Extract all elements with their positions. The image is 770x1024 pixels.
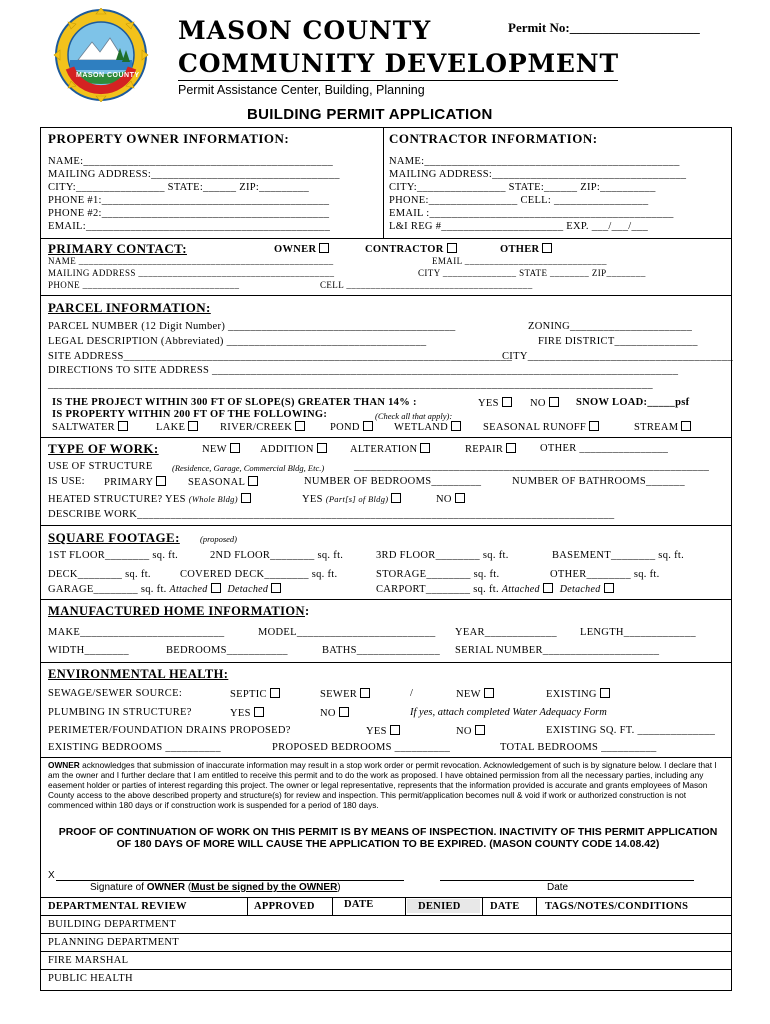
org-title-line2: COMMUNITY DEVELOPMENT [178,49,619,78]
third-floor-field[interactable]: 3RD FLOOR________ sq. ft. [376,550,509,561]
date-line[interactable] [440,880,694,881]
within-200-note: (Check all that apply): [375,411,453,421]
primary-contractor-checkbox[interactable] [447,243,457,253]
review-row-rule-3 [40,951,732,952]
plumbing-yes-label: YES [230,708,251,719]
slope-yes-option[interactable] [478,397,512,409]
saltwater-option[interactable] [52,421,128,433]
review-header-approved: APPROVED [254,901,315,912]
slope-yes-label: YES [478,398,499,409]
use-seasonal-option[interactable] [188,476,258,488]
rule-after-sqft [40,599,732,600]
seasonal-runoff-label: SEASONAL RUNOFF [483,422,587,433]
contractor-heading: CONTRACTOR INFORMATION: [389,131,598,146]
parcel-heading: PARCEL INFORMATION: [48,300,211,315]
primary-owner-label: OWNER [274,244,317,255]
proposed-bedrooms-field[interactable]: PROPOSED BEDROOMS __________ [272,742,451,753]
stream-option[interactable] [634,421,691,433]
owner-phone1-field[interactable]: PHONE #1:_________________________________________ [48,195,330,206]
slope-no-option[interactable] [530,397,559,409]
work-addition-checkbox[interactable] [317,443,327,453]
stream-checkbox[interactable] [681,421,691,431]
plumbing-no-label: NO [320,708,336,719]
work-alteration-option[interactable] [350,443,430,455]
primary-cell-field[interactable]: CELL ______________________________________ [320,280,533,290]
garage-label: GARAGE________ sq. ft. [48,584,167,595]
signature-label [90,882,341,893]
mason-county-logo [40,8,162,102]
drains-no-checkbox[interactable] [475,725,485,735]
lake-label: LAKE [156,422,186,433]
logo-text: MASON COUNTY [76,72,140,79]
work-addition-option[interactable] [260,443,327,455]
heated-no-label: NO [436,494,452,505]
existing-bedrooms-field[interactable]: EXISTING BEDROOMS __________ [48,742,221,753]
seasonal-runoff-checkbox[interactable] [589,421,599,431]
garage-field[interactable] [48,583,281,595]
deck-field[interactable]: DECK________ sq. ft. [48,569,151,580]
primary-contact-heading: PRIMARY CONTACT: [48,241,187,256]
header-rule [178,80,618,81]
whole-bldg-note: (Whole Bldg) [188,494,238,504]
manufactured-home-heading-text: MANUFACTURED HOME INFORMATION [48,604,305,618]
mfg-serial-field[interactable]: SERIAL NUMBER_____________________ [455,645,660,656]
permit-number-field[interactable]: Permit No:____________________ [508,20,700,35]
plumbing-yes-checkbox[interactable] [254,707,264,717]
use-of-structure-note: (Residence, Garage, Commercial Bldg, Etc.) [172,463,325,473]
work-addition-label: ADDITION [260,444,314,455]
primary-other-checkbox[interactable] [542,243,552,253]
sig-owner: OWNER [146,882,186,893]
use-primary-label: PRIMARY [104,477,154,488]
zoning-field[interactable]: ZONING______________________ [528,321,693,332]
owner-email-field[interactable]: EMAIL:____________________________________________ [48,221,331,232]
sewer-new-label: NEW [456,689,481,700]
bathrooms-count-field[interactable]: NUMBER OF BATHROOMS_______ [512,476,685,487]
garage-detached-label: Detached [227,584,269,595]
river-creek-option[interactable] [220,421,305,433]
describe-work-field[interactable]: DESCRIBE WORK______________________________________________________________________________________ [48,509,615,520]
lake-checkbox[interactable] [188,421,198,431]
signature-x: X [48,870,55,881]
sewer-new-checkbox[interactable] [484,688,494,698]
primary-owner-checkbox[interactable] [319,243,329,253]
bedrooms-count-field[interactable]: NUMBER OF BEDROOMS_________ [304,476,482,487]
primary-other-label: OTHER [500,244,540,255]
saltwater-label: SALTWATER [52,422,115,433]
sewer-existing-checkbox[interactable] [600,688,610,698]
mfg-year-field[interactable]: YEAR_____________ [455,627,557,638]
rule-after-env [40,757,732,758]
mfg-model-field[interactable]: MODEL_________________________ [258,627,436,638]
review-col-divider-3 [405,897,406,915]
owner-city-field[interactable]: CITY:________________ STATE:______ ZIP:_________ [48,182,310,193]
rule-before-review [40,897,732,898]
snow-load-field[interactable]: SNOW LOAD:_____psf [576,397,690,408]
sig-must: Must be signed by the OWNER [191,882,338,893]
total-bedrooms-field[interactable]: TOTAL BEDROOMS __________ [500,742,657,753]
carport-attached-checkbox[interactable] [543,583,553,593]
type-of-work-heading: TYPE OF WORK: [48,441,159,456]
review-row-planning: PLANNING DEPARTMENT [48,937,179,948]
org-subtitle: Permit Assistance Center, Building, Planning [178,83,425,97]
primary-email-field[interactable]: EMAIL _____________________________ [432,256,607,266]
proof-of-continuation: PROOF OF CONTINUATION OF WORK ON THIS PERMIT IS BY MEANS OF INSPECTION. INACTIVITY OF THIS PERMIT APPLICATION OF 180 DAYS OF MORE WILL CAUSE THE APPLICATION TO BE EXPIRED. (MASON COUNTY CODE 14.08.42) [58,826,718,850]
primary-phone-field[interactable]: PHONE ________________________________ [48,280,240,290]
primary-mailing-field[interactable]: MAILING ADDRESS ________________________________________ [48,268,335,278]
rule-after-owner [40,238,732,239]
sewer-option[interactable] [320,688,370,700]
review-col-divider-4 [482,897,483,915]
review-col-divider-5 [536,897,537,915]
primary-owner-option[interactable] [274,243,329,255]
sewer-new-option[interactable] [456,688,494,700]
review-row-building: BUILDING DEPARTMENT [48,919,177,930]
manufactured-home-heading: MANUFACTURED HOME INFORMATION: [48,604,310,618]
garage-attached-checkbox[interactable] [211,583,221,593]
review-header-date2: DATE [490,901,520,912]
rule-after-parcel [40,437,732,438]
environmental-health-heading: ENVIRONMENTAL HEALTH: [48,667,229,681]
use-primary-option[interactable] [104,476,166,488]
primary-name-field[interactable]: NAME ____________________________________________________ [48,256,334,266]
carport-label: CARPORT________ sq. ft. [376,584,499,595]
mfg-baths-field[interactable]: BATHS_______________ [322,645,441,656]
garage-attached-label: Attached [169,584,208,595]
river-creek-label: RIVER/CREEK [220,422,293,433]
stream-label: STREAM [634,422,679,433]
review-row-rule-4 [40,969,732,970]
use-primary-checkbox[interactable] [156,476,166,486]
use-seasonal-label: SEASONAL [188,477,246,488]
heated-whole-option[interactable] [48,493,251,505]
work-new-option[interactable] [202,443,240,455]
within-200-question: IS PROPERTY WITHIN 200 FT OF THE FOLLOWING: [52,409,328,420]
septic-option[interactable] [230,688,280,700]
septic-checkbox[interactable] [270,688,280,698]
part-bldg-note: (Part[s] of Bldg) [325,494,389,504]
owner-heading: PROPERTY OWNER INFORMATION: [48,131,290,146]
wetland-option[interactable] [394,421,461,433]
contractor-email-field[interactable]: EMAIL :____________________________________________ [389,208,674,219]
square-footage-note: (proposed) [200,534,237,544]
owner-phone2-field[interactable]: PHONE #2:_________________________________________ [48,208,330,219]
heated-no-checkbox[interactable] [455,493,465,503]
signature-line[interactable] [56,880,404,881]
directions-field[interactable]: DIRECTIONS TO SITE ADDRESS ____________________________________________________________________________________ [48,365,679,376]
primary-contractor-label: CONTRACTOR [365,244,444,255]
sig-paren-open: ( [185,882,192,893]
heated-part-option[interactable] [302,493,401,505]
review-col-divider-1 [247,897,248,915]
sig-label-a: Signature of [90,882,147,893]
wetland-label: WETLAND [394,422,449,433]
carport-field[interactable] [376,583,614,595]
contractor-li-field[interactable]: L&I REG #______________________ EXP. ___/___/___ [389,221,649,232]
heated-no-option[interactable] [436,493,465,505]
contractor-mailing-field[interactable]: MAILING ADDRESS:___________________________________ [389,169,687,180]
square-footage-heading: SQUARE FOOTAGE: [48,530,180,545]
heated-whole-checkbox[interactable] [241,493,251,503]
other-sqft-field[interactable]: OTHER________ sq. ft. [550,569,660,580]
owner-name-field[interactable]: NAME:_____________________________________________ [48,156,334,167]
slope-no-checkbox[interactable] [549,397,559,407]
sewage-source-label: SEWAGE/SEWER SOURCE: [48,688,183,699]
review-header-tags: TAGS/NOTES/CONDITIONS [545,901,689,912]
rule-after-primary [40,295,732,296]
mfg-make-field[interactable]: MAKE__________________________ [48,627,225,638]
sig-paren-close: ) [337,882,341,893]
contractor-phone-field[interactable]: PHONE:________________ CELL: _________________ [389,195,649,206]
work-alteration-checkbox[interactable] [420,443,430,453]
first-floor-field[interactable]: 1ST FLOOR________ sq. ft. [48,550,179,561]
is-use-label: IS USE: [48,476,85,487]
plumbing-label: PLUMBING IN STRUCTURE? [48,707,192,718]
mfg-bedrooms-field[interactable]: BEDROOMS___________ [166,645,288,656]
lake-option[interactable] [156,421,198,433]
garage-detached-checkbox[interactable] [271,583,281,593]
review-row-health: PUBLIC HEALTH [48,973,133,984]
use-seasonal-checkbox[interactable] [248,476,258,486]
owner-mailing-field[interactable]: MAILING ADDRESS:__________________________________ [48,169,340,180]
heated-part-checkbox[interactable] [391,493,401,503]
rule-after-mfg [40,662,732,663]
storage-field[interactable]: STORAGE________ sq. ft. [376,569,500,580]
pond-checkbox[interactable] [363,421,373,431]
plumbing-no-checkbox[interactable] [339,707,349,717]
ack-body: acknowledges that submission of inaccurate information may result in a stop work order or permit revocation. Acknowledgement of such is by signature below. I declare that I am the owner and I further declare that I am entitled to receive this permit and to do the work as proposed. I have obtained permission from all the necessary parties, including any easement holder or parties of interest regarding this project. The owner or legal representative, represents that the information provided is accurate and grants employees of Mason County access to the above described property and structure(s) for review and inspection. This permit/application becomes null & void if work or authorized construction is not commenced within 180 days or if construction work is suspended for a period of 180 days. [48,760,717,810]
site-city-field[interactable]: CITY_____________________________________ [502,351,734,362]
saltwater-checkbox[interactable] [118,421,128,431]
primary-contractor-option[interactable] [365,243,457,255]
pond-option[interactable] [330,421,373,433]
drains-yes-checkbox[interactable] [390,725,400,735]
carport-detached-checkbox[interactable] [604,583,614,593]
drains-yes-label: YES [366,726,387,737]
wetland-checkbox[interactable] [451,421,461,431]
carport-detached-label: Detached [559,584,601,595]
primary-city-field[interactable]: CITY _______________ STATE ________ ZIP________ [418,268,646,278]
river-creek-checkbox[interactable] [295,421,305,431]
sewer-slash: / [410,688,414,699]
basement-field[interactable]: BASEMENT________ sq. ft. [552,550,685,561]
plumbing-no-option[interactable] [320,707,349,719]
form-title: BUILDING PERMIT APPLICATION [247,106,493,123]
sewer-existing-label: EXISTING [546,689,597,700]
mfg-length-field[interactable]: LENGTH_____________ [580,627,696,638]
septic-label: SEPTIC [230,689,267,700]
work-new-checkbox[interactable] [230,443,240,453]
contractor-city-field[interactable]: CITY:________________ STATE:______ ZIP:__________ [389,182,656,193]
work-other-field[interactable]: OTHER ________________ [540,443,669,454]
directions-line2[interactable]: _____________________________________________________________________________________________________________ [48,379,653,390]
work-alteration-label: ALTERATION [350,444,418,455]
use-of-structure-field[interactable]: ________________________________________________________________ [354,461,710,472]
review-header-denied: DENIED [418,901,461,912]
work-new-label: NEW [202,444,227,455]
contractor-name-field[interactable]: NAME:______________________________________________ [389,156,680,167]
second-floor-field[interactable]: 2ND FLOOR________ sq. ft. [210,550,344,561]
existing-sqft-field[interactable]: EXISTING SQ. FT. ______________ [546,725,716,736]
legal-description-field[interactable]: LEGAL DESCRIPTION (Abbreviated) ____________________________________ [48,336,427,347]
slope-question: IS THE PROJECT WITHIN 300 FT OF SLOPE(S) GREATER THAN 14% : [52,397,417,408]
carport-attached-label: Attached [501,584,540,595]
site-address-field[interactable]: SITE ADDRESS______________________________________________________________________ [48,351,513,362]
fire-district-field[interactable]: FIRE DISTRICT_______________ [538,336,698,347]
acknowledgement-text [48,760,726,810]
rule-after-work [40,525,732,526]
drains-no-option[interactable] [456,725,485,737]
seasonal-runoff-option[interactable] [483,421,599,433]
review-row-fire: FIRE MARSHAL [48,955,129,966]
slope-no-label: NO [530,398,546,409]
sewer-checkbox[interactable] [360,688,370,698]
work-repair-option[interactable] [465,443,516,455]
work-repair-label: REPAIR [465,444,504,455]
use-of-structure-label: USE OF STRUCTURE [48,461,153,472]
primary-other-option[interactable] [500,243,552,255]
ack-owner-word: OWNER [48,760,80,770]
drains-label: PERIMETER/FOUNDATION DRAINS PROPOSED? [48,725,291,736]
sewer-label: SEWER [320,689,358,700]
review-row-rule-1 [40,915,732,916]
drains-no-label: NO [456,726,472,737]
org-title-line1: MASON COUNTY [178,16,432,45]
drains-yes-option[interactable] [366,725,400,737]
heated-yes2-label: YES [302,494,323,505]
plumbing-yes-option[interactable] [230,707,264,719]
review-col-divider-2 [332,897,333,915]
parcel-number-field[interactable]: PARCEL NUMBER (12 Digit Number) _________________________________________ [48,321,456,332]
owner-contractor-divider [383,127,384,238]
slope-yes-checkbox[interactable] [502,397,512,407]
sewer-existing-option[interactable] [546,688,610,700]
review-row-rule-2 [40,933,732,934]
mfg-width-field[interactable]: WIDTH________ [48,645,129,656]
review-header-department: DEPARTMENTAL REVIEW [48,901,187,912]
water-adequacy-note: If yes, attach completed Water Adequacy Form [410,707,607,718]
review-header-date1: DATE [344,899,374,910]
heated-label: HEATED STRUCTURE? YES [48,494,186,505]
covered-deck-field[interactable]: COVERED DECK________ sq. ft. [180,569,338,580]
pond-label: POND [330,422,360,433]
work-repair-checkbox[interactable] [506,443,516,453]
date-label: Date [547,882,569,893]
